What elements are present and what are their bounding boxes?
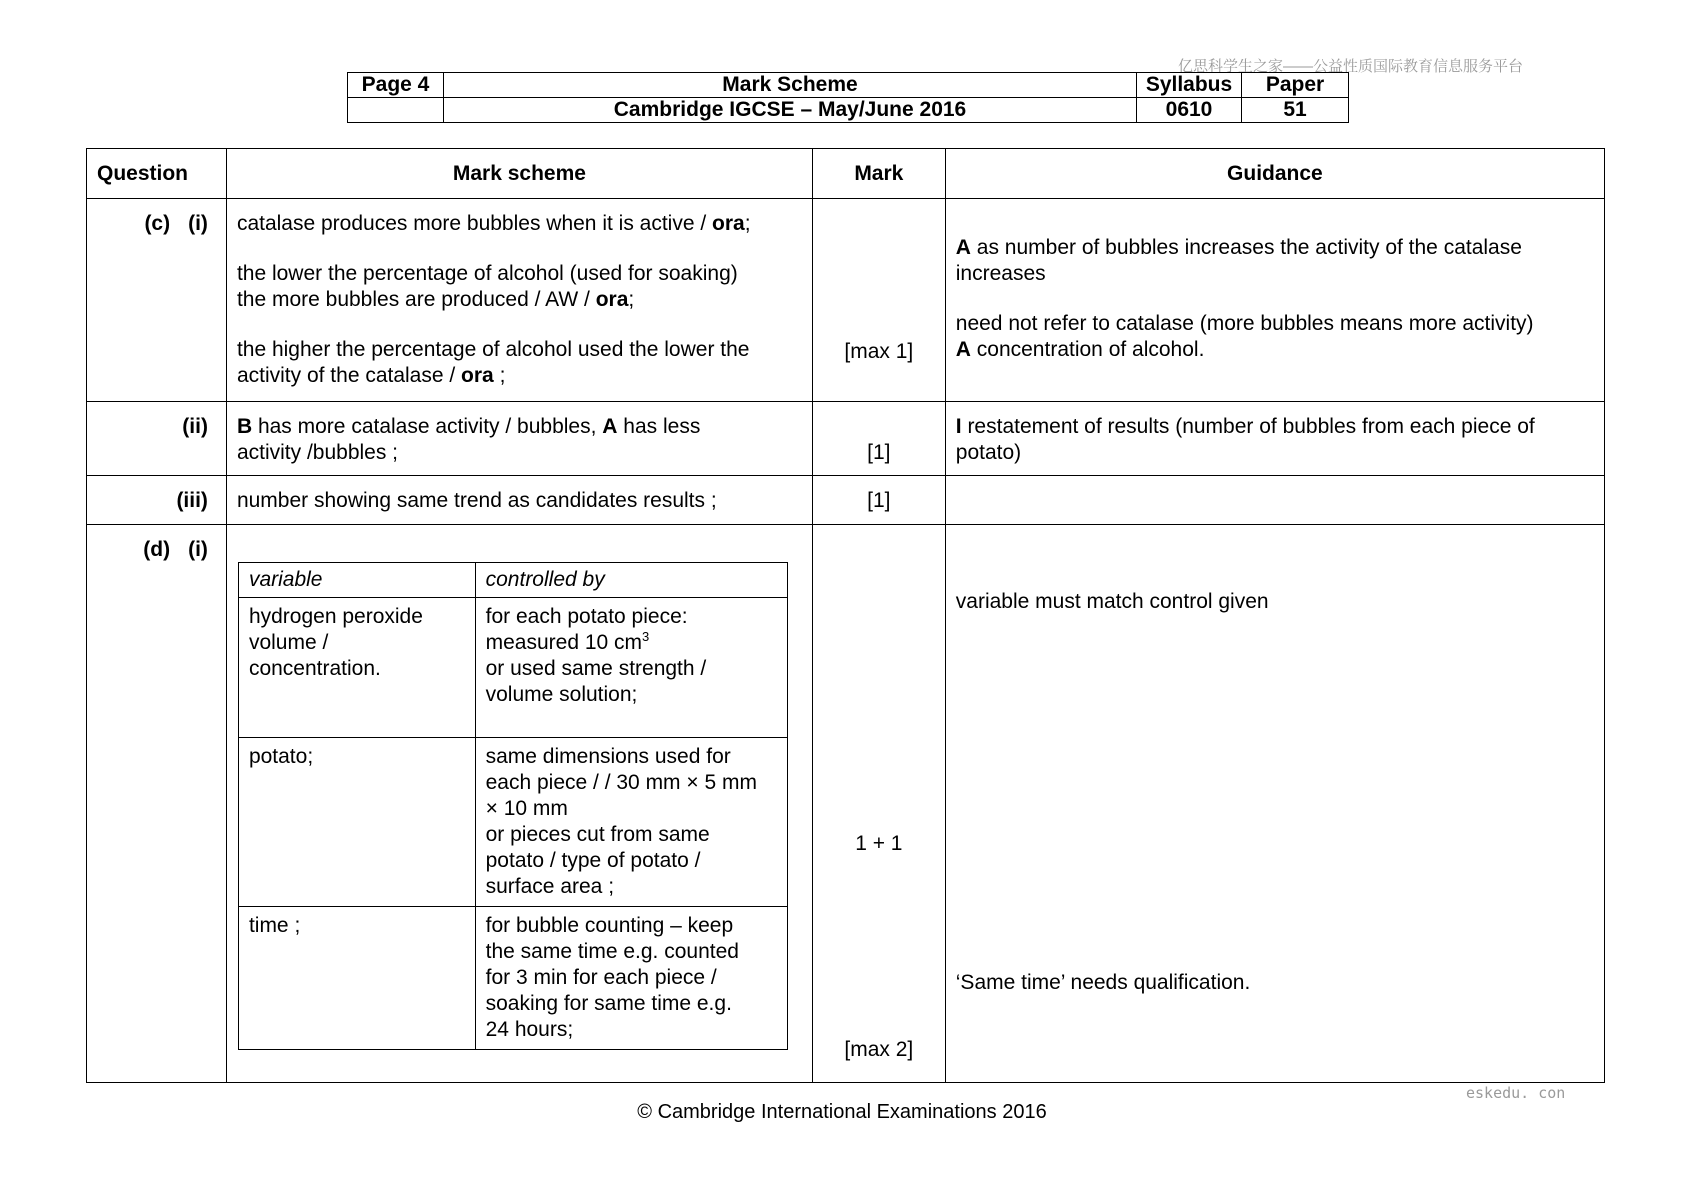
table-row-c-ii xyxy=(87,402,1605,476)
syllabus-label: Syllabus xyxy=(1137,73,1242,98)
question-number: (d) (i) xyxy=(87,525,227,1083)
guidance-text: ‘Same time’ needs qualification. xyxy=(955,971,1251,994)
copyright-footer: © Cambridge International Examinations 2016 xyxy=(637,1101,1047,1123)
controlled-by-cell: same dimensions used for each piece / / 30 mm × 5 mm × 10 mm or pieces cut from same potato / type of potato / surface area ; xyxy=(475,738,787,907)
syllabus-code: 0610 xyxy=(1137,98,1242,123)
variable-row xyxy=(238,738,787,907)
question-number: (ii) xyxy=(87,402,227,476)
page-number: Page 4 xyxy=(348,73,444,98)
guidance-cell xyxy=(945,525,1604,1083)
guidance-cell-empty xyxy=(945,476,1604,525)
variable-cell: time ; xyxy=(238,907,475,1050)
question-number: (c) (i) xyxy=(87,199,227,402)
table-row-c-iii xyxy=(87,476,1605,525)
mark-scheme-table xyxy=(86,148,1605,1083)
variable-cell: hydrogen peroxide volume / concentration. xyxy=(238,598,475,738)
mark-cell xyxy=(812,525,945,1083)
variable-header: variable xyxy=(238,563,475,598)
mark-cell: [max 1] xyxy=(812,199,945,402)
col-guidance: Guidance xyxy=(945,149,1604,199)
variables-table xyxy=(238,562,788,1050)
controlled-by-cell: for bubble counting – keep the same time e.g. counted for 3 min for each piece / soaking for same time e.g. 24 hours; xyxy=(475,907,787,1050)
col-question: Question xyxy=(87,149,227,199)
col-mark: Mark xyxy=(812,149,945,199)
guidance-text: variable must match control given xyxy=(955,590,1269,613)
mark-scheme-cell: B has more catalase activity / bubbles, A has less activity /bubbles ; xyxy=(226,402,812,476)
mark-scheme-cell xyxy=(226,525,812,1083)
watermark-top: 亿思科学生之家——公益性质国际教育信息服务平台 xyxy=(1178,58,1524,75)
table-row-d-i xyxy=(87,525,1605,1083)
mark-scheme-cell: catalase produces more bubbles when it is active / ora; the lower the percentage of alcohol (used for soaking) the more bubbles are produced / AW / ora; the higher the percentage of alcohol used the lower the activity of the catalase / ora ; xyxy=(226,199,812,402)
watermark-bottom: eskedu. con xyxy=(1466,1084,1566,1102)
controlled-by-header: controlled by xyxy=(475,563,787,598)
header-title: Mark Scheme xyxy=(444,73,1137,98)
controlled-by-cell: for each potato piece: measured 10 $cm^3$ or used same strength / volume solution; xyxy=(475,598,787,738)
mark-value: 1 + 1 xyxy=(855,832,903,855)
paper-number: 51 xyxy=(1242,98,1349,123)
mark-scheme-cell: number showing same trend as candidates results ; xyxy=(226,476,812,525)
variable-cell: potato; xyxy=(238,738,475,907)
page-header-table xyxy=(347,72,1349,123)
exam-name: Cambridge IGCSE – May/June 2016 xyxy=(444,98,1137,123)
variables-header-row xyxy=(238,563,787,598)
variable-row xyxy=(238,907,787,1050)
table-row-c-i xyxy=(87,199,1605,402)
variable-row xyxy=(238,598,787,738)
column-header-row xyxy=(87,149,1605,199)
paper-label: Paper xyxy=(1242,73,1349,98)
mark-cell: [1] xyxy=(812,402,945,476)
col-mark-scheme: Mark scheme xyxy=(226,149,812,199)
guidance-cell: A as number of bubbles increases the activity of the catalase increases need not refer to catalase (more bubbles means more activity) A concentration of alcohol. xyxy=(945,199,1604,402)
mark-max: [max 2] xyxy=(844,1038,914,1061)
header-empty-cell xyxy=(348,98,444,123)
question-number: (iii) xyxy=(87,476,227,525)
guidance-cell: I restatement of results (number of bubbles from each piece of potato) xyxy=(945,402,1604,476)
mark-cell: [1] xyxy=(812,476,945,525)
